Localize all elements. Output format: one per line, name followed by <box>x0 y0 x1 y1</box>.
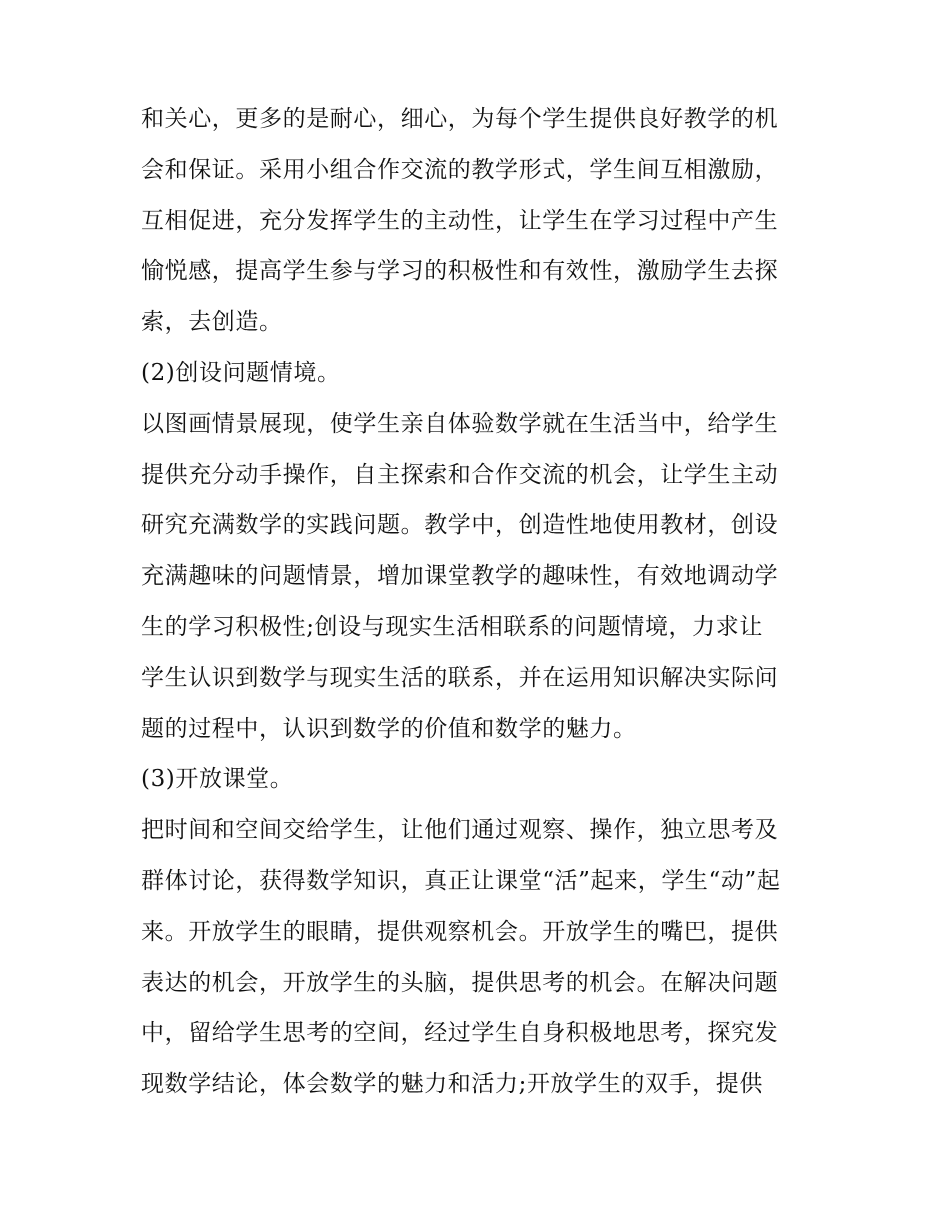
text-line-18: 表达的机会，开放学生的头脑，提供思考的机会。在解决问题 <box>141 969 779 996</box>
text-line-16: 群体讨论，获得数学知识，真正让课堂“活”起来，学生“动”起 <box>141 867 781 894</box>
text-line-9: 研究充满数学的实践问题。教学中，创造性地使用教材，创设 <box>141 512 779 539</box>
text-line-11: 生的学习积极性;创设与现实生活相联系的问题情境，力求让 <box>141 613 763 640</box>
text-line-3: 互相促进，充分发挥学生的主动性，让学生在学习过程中产生 <box>141 207 779 234</box>
text-line-15: 把时间和空间交给学生，让他们通过观察、操作，独立思考及 <box>141 817 779 844</box>
text-line-1: 和关心，更多的是耐心，细心，为每个学生提供良好教学的机 <box>141 106 779 132</box>
body-text <box>141 108 821 1124</box>
text-line-2: 会和保证。采用小组合作交流的教学形式，学生间互相激励， <box>141 156 779 183</box>
text-line-7: 以图画情景展现，使学生亲自体验数学就在生活当中，给学生 <box>141 410 779 437</box>
text-line-17: 来。开放学生的眼睛，提供观察机会。开放学生的嘴巴，提供 <box>141 918 779 945</box>
text-line-19: 中，留给学生思考的空间，经过学生自身积极地思考，探究发 <box>141 1020 779 1047</box>
section-heading-2: (2)创设问题情境。 <box>141 359 341 386</box>
text-line-13: 题的过程中，认识到数学的价值和数学的魅力。 <box>141 715 637 742</box>
text-line-8: 提供充分动手操作，自主探索和合作交流的机会，让学生主动 <box>141 461 779 488</box>
text-line-4: 愉悦感，提高学生参与学习的积极性和有效性，激励学生去探 <box>141 258 779 285</box>
text-line-5: 索，去创造。 <box>141 309 283 336</box>
text-line-20: 现数学结论，体会数学的魅力和活力;开放学生的双手，提供 <box>141 1071 763 1098</box>
text-line-10: 充满趣味的问题情景，增加课堂教学的趣味性，有效地调动学 <box>141 563 779 590</box>
text-line-12: 学生认识到数学与现实生活的联系，并在运用知识解决实际问 <box>141 664 779 691</box>
section-heading-3: (3)开放课堂。 <box>141 766 294 793</box>
